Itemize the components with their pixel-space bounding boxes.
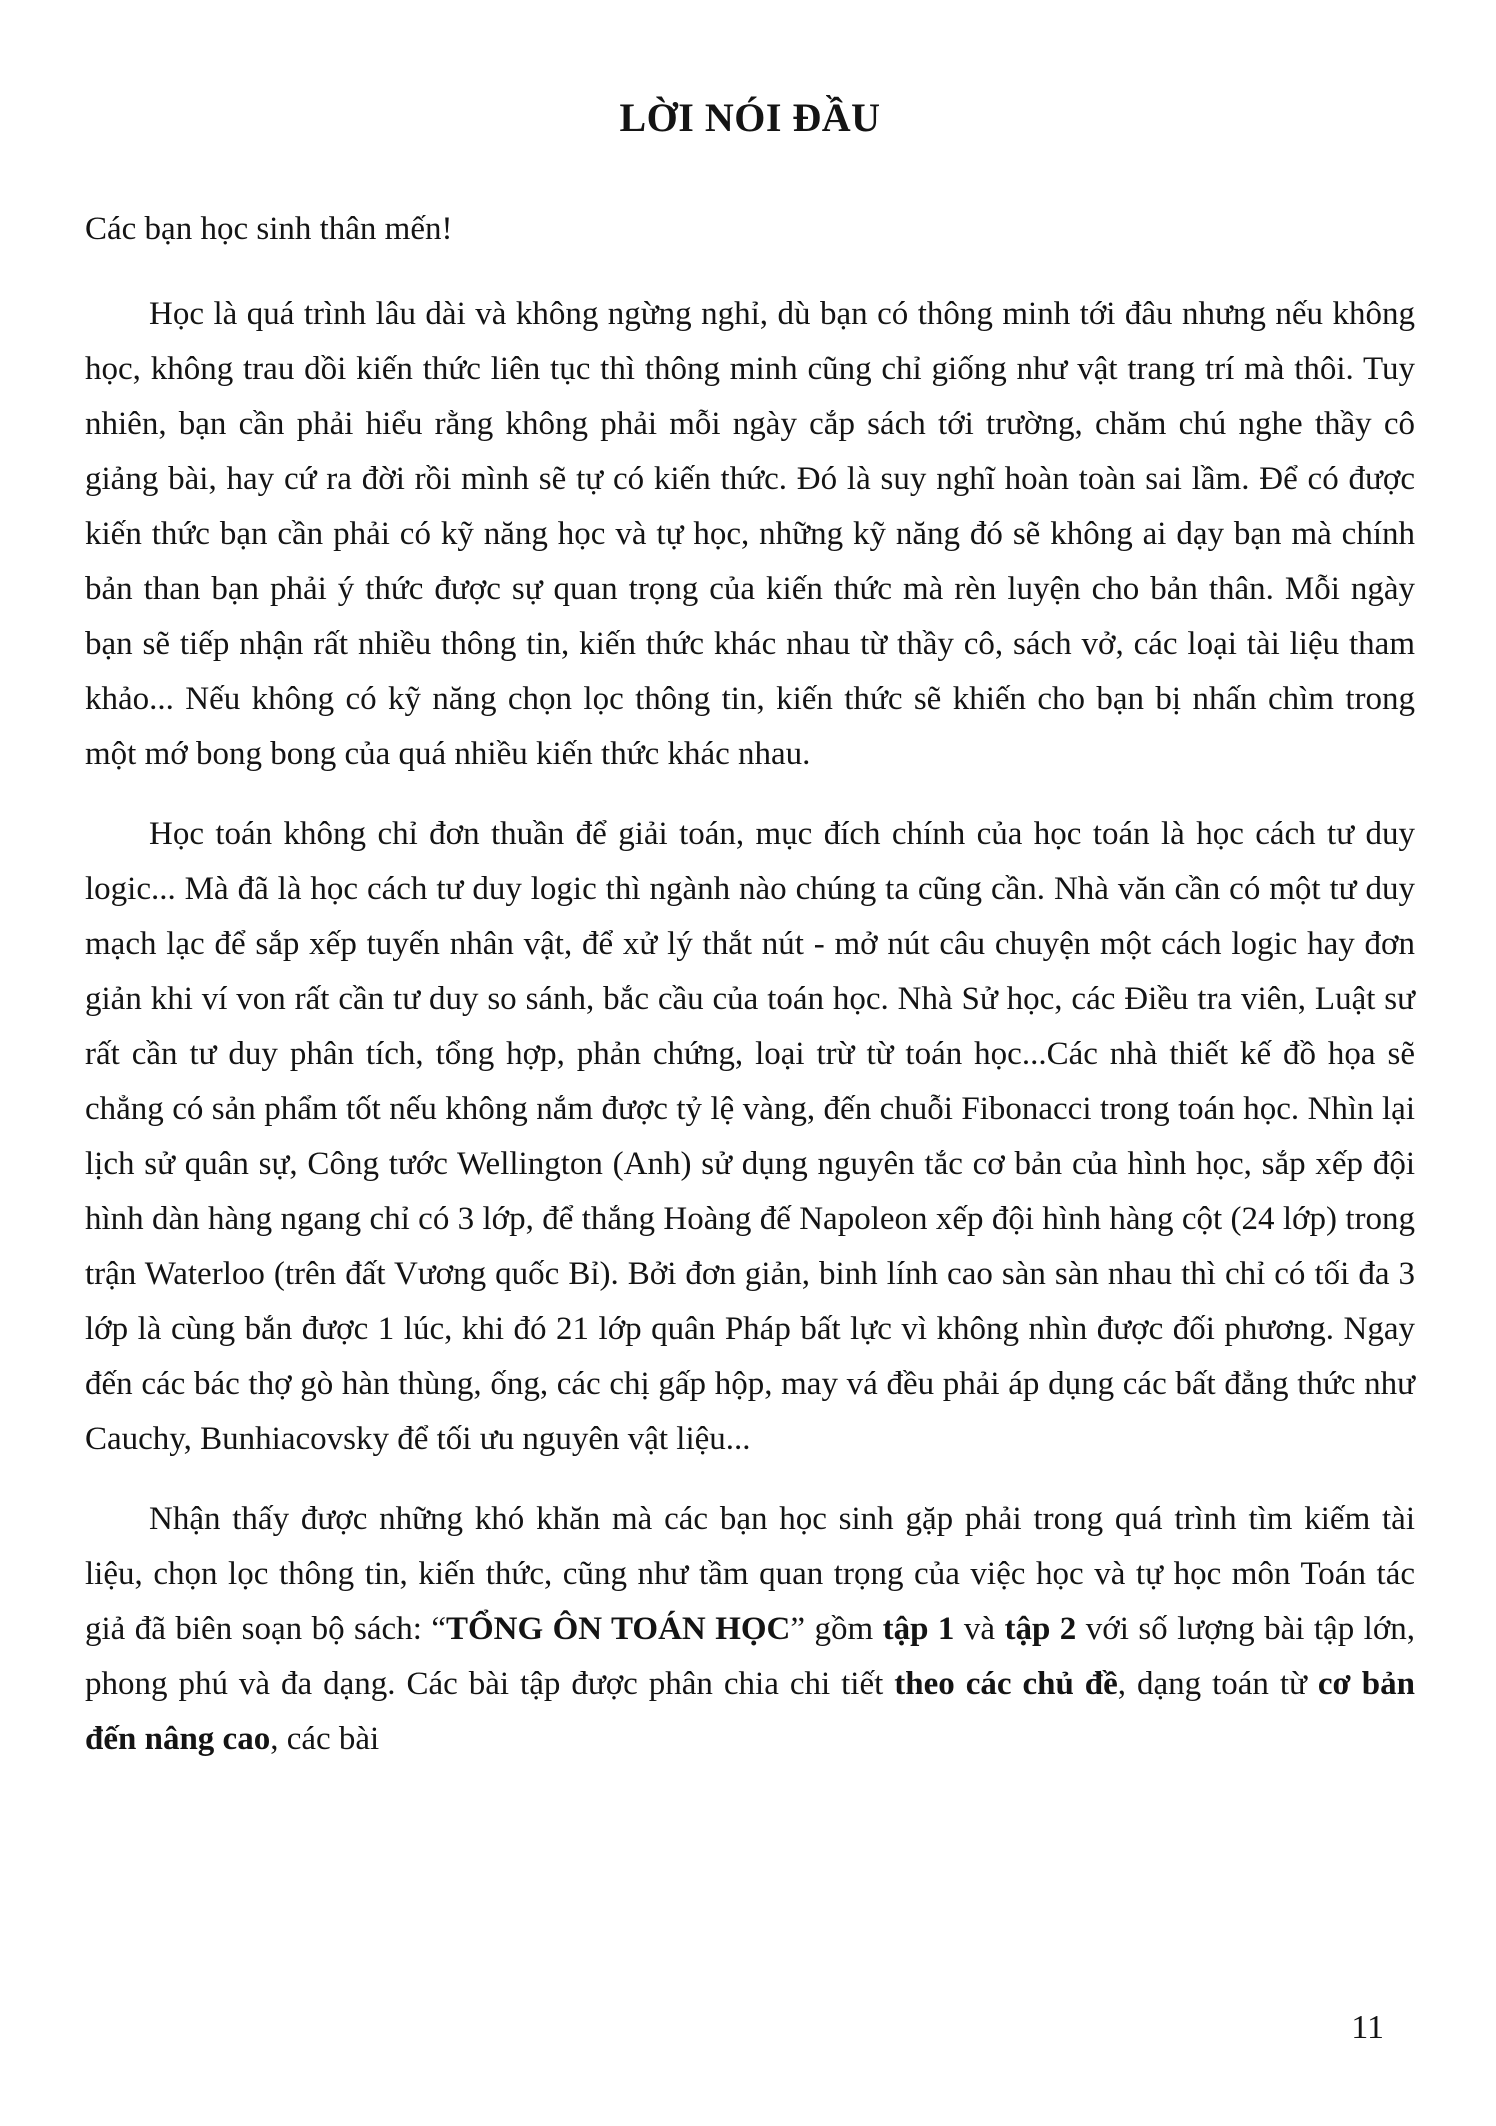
greeting-text: Các bạn học sinh thân mến! bbox=[85, 211, 453, 247]
page-content bbox=[85, 94, 1415, 1792]
body-paragraph-2: Học toán không chỉ đơn thuần để giải toán, mục đích chính của học toán là học cách tư duy logic... Mà đã là học cách tư duy logic thì ngành nào chúng ta cũng cần. Nhà văn cần có một tư duy mạch lạc để sắp xếp tuyến nhân vật, để xử lý thắt nút - mở nút câu chuyện một cách logic hay đơn giản khi ví von rất cần tư duy so sánh, bắc cầu của toán học. Nhà Sử học, các Điều tra viên, Luật sư rất cần tư duy phân tích, tổng hợp, phản chứng, loại trừ từ toán học...Các nhà thiết kế đồ họa sẽ chẳng có sản phẩm tốt nếu không nắm được tỷ lệ vàng, đến chuỗi Fibonacci trong toán học. Nhìn lại lịch sử quân sự, Công tước Wellington (Anh) sử dụng nguyên tắc cơ bản của hình học, sắp xếp đội hình dàn hàng ngang chỉ có 3 lớp, để thắng Hoàng đế Napoleon xếp đội hình hàng cột (24 lớp) trong trận Waterloo (trên đất Vương quốc Bỉ). Bởi đơn giản, binh lính cao sàn sàn nhau thì chỉ có tối đa 3 lớp là cùng bắn được 1 lúc, khi đó 21 lớp quân Pháp bất lực vì không nhìn được đối phương. Ngay đến các bác thợ gò hàn thùng, ống, các chị gấp hộp, may vá đều phải áp dụng các bất đẳng thức như Cauchy, Bunhiacovsky để tối ưu nguyên vật liệu... bbox=[85, 816, 1415, 1457]
body-paragraph-3: Nhận thấy được những khó khăn mà các bạn học sinh gặp phải trong quá trình tìm kiếm tài liệu, chọn lọc thông tin, kiến thức, cũng như tầm quan trọng của việc học và tự học môn Toán tác giả đã biên soạn bộ sách: “TỔNG ÔN TOÁN HỌC” gồm tập 1 và tập 2 với số lượng bài tập lớn, phong phú và đa dạng. Các bài tập được phân chia chi tiết theo các chủ đề, dạng toán từ cơ bản đến nâng cao, các bài bbox=[85, 1501, 1416, 1757]
page-number: 11 bbox=[1351, 2009, 1384, 2046]
page-title: LỜI NÓI ĐẦU bbox=[619, 95, 881, 140]
body-paragraph-1: Học là quá trình lâu dài và không ngừng nghỉ, dù bạn có thông minh tới đâu nhưng nếu không học, không trau dồi kiến thức liên tục thì thông minh cũng chỉ giống như vật trang trí mà thôi. Tuy nhiên, bạn cần phải hiểu rằng không phải mỗi ngày cắp sách tới trường, chăm chú nghe thầy cô giảng bài, hay cứ ra đời rồi mình sẽ tự có kiến thức. Đó là suy nghĩ hoàn toàn sai lầm. Để có được kiến thức bạn cần phải có kỹ năng học và tự học, những kỹ năng đó sẽ không ai dạy bạn mà chính bản than bạn phải ý thức được sự quan trọng của kiến thức mà rèn luyện cho bản thân. Mỗi ngày bạn sẽ tiếp nhận rất nhiều thông tin, kiến thức khác nhau từ thầy cô, sách vở, các loại tài liệu tham khảo... Nếu không có kỹ năng chọn lọc thông tin, kiến thức sẽ khiến cho bạn bị nhấn chìm trong một mớ bong bong của quá nhiều kiến thức khác nhau. bbox=[85, 296, 1415, 772]
